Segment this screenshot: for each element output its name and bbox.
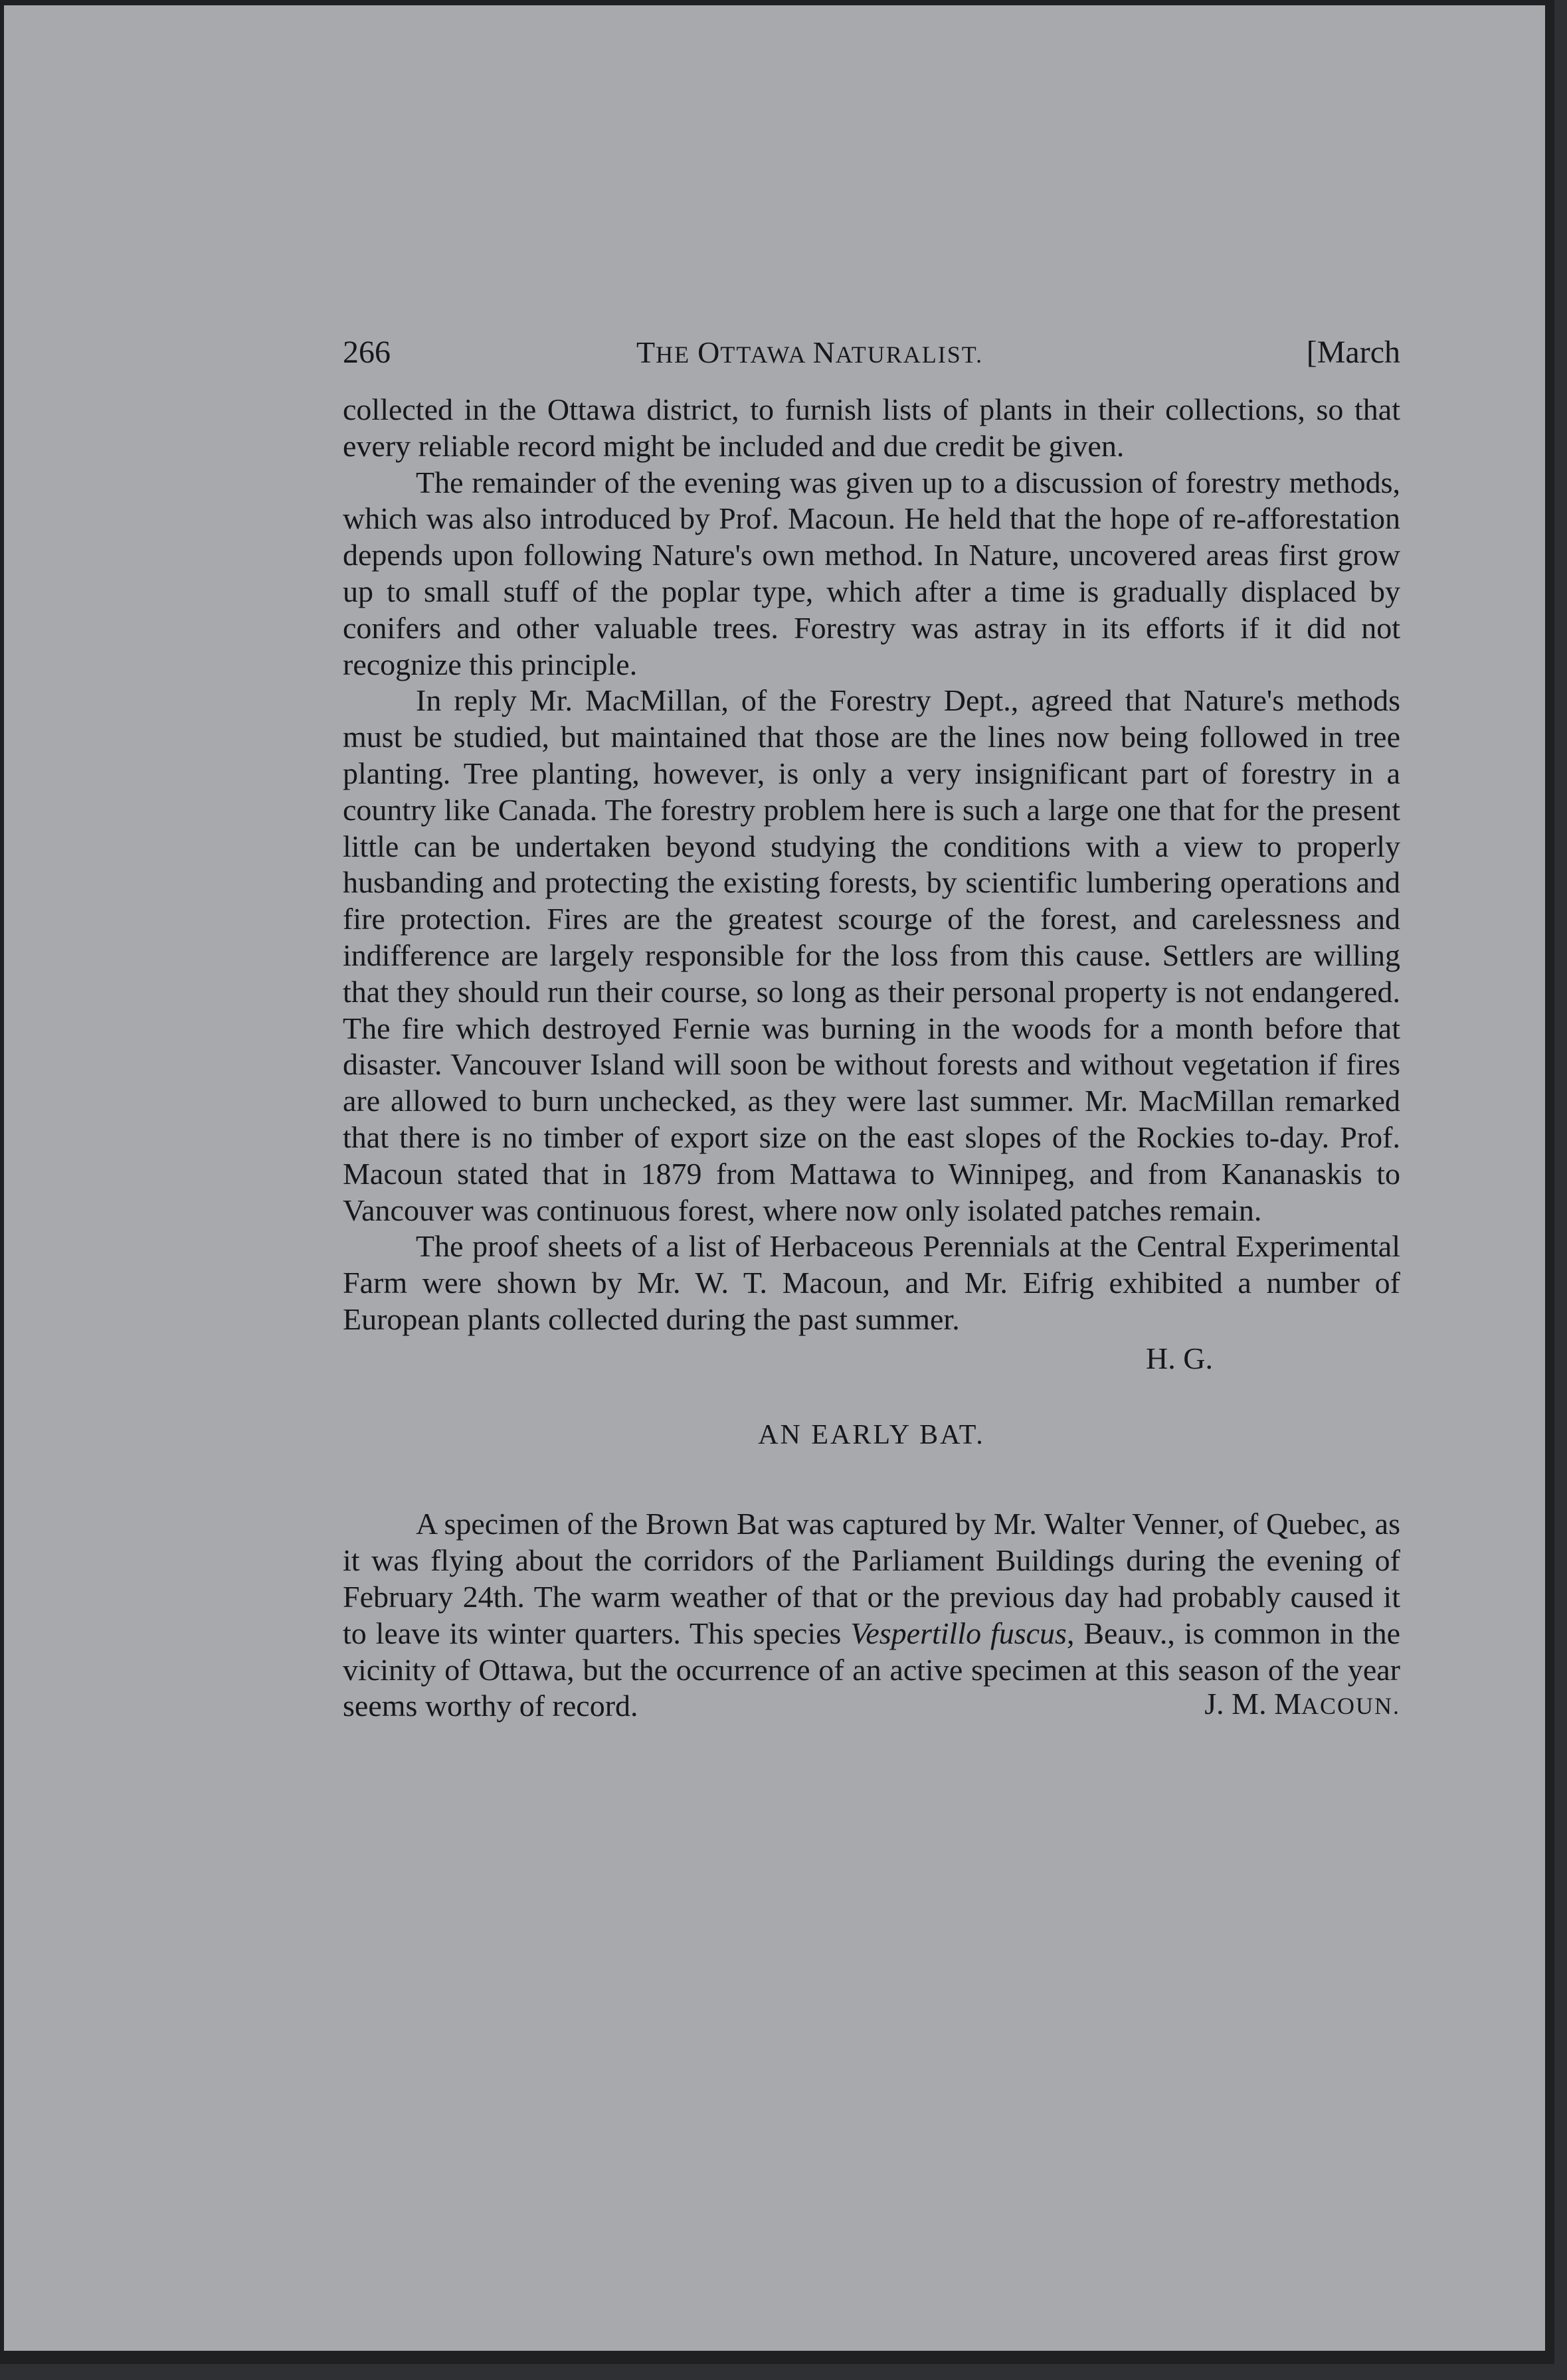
article-signature: J. M. MACOUN. bbox=[1204, 1687, 1400, 1721]
paragraph-macmillan-reply: In reply Mr. MacMillan, of the Forestry Dept., agreed that Nature's methods must be studied, but maintained that those are the lines now being followed in tree planting. Tree planting, however, is only a very insignificant part of forestry in a country like Canada. The forestry problem here is such a large one that for the present little can be undertaken beyond studying the conditions with a view to properly husbanding and protecting the existing forests, by scientific lumbering operations and fire protection. Fires are the greatest scourge of the forest, and carelessness and indifference are largely responsible for the loss from this cause. Settlers are willing that they should run their course, so long as their personal property is not endangered. The fire which destroyed Fernie was burning in the woods for a month before that disaster. Vancouver Island will soon be without forests and without vegetation if fires are allowed to burn unchecked, as they were last summer. Mr. MacMillan remarked that there is no timber of export size on the east slopes of the Rockies to-day. Prof. Macoun stated that in 1879 from Mattawa to Winnipeg, and from Kananaskis to Vancouver was continuous forest, where now only isolated patches remain. bbox=[343, 683, 1400, 1227]
article-body bbox=[343, 1506, 1400, 1725]
author-initials: H. G. bbox=[1146, 1341, 1213, 1375]
paragraph-forestry-methods: The remainder of the evening was given up to a discussion of forestry methods, which was also introduced by Prof. Macoun. He held that the hope of re-afforestation depends upon following Nature's own method. In Nature, uncovered areas first grow up to small stuff of the poplar type, which after a time is gradually displaced by conifers and other valuable trees. Forestry was astray in its efforts if it did not recognize this principle. bbox=[343, 465, 1400, 681]
article-body-part2: , Beauv., is common in the vicinity of Ottawa, but the occurrence of an active specimen at this season of the year seems worthy of record. bbox=[343, 1616, 1400, 1723]
page-number: 266 bbox=[343, 335, 391, 370]
species-name: Vespertillo fuscus bbox=[850, 1616, 1067, 1650]
article-title: AN EARLY BAT. bbox=[758, 1419, 985, 1450]
journal-title: THE OTTAWA NATURALIST. bbox=[636, 335, 984, 369]
paragraph-continued: collected in the Ottawa district, to furnish lists of plants in their collections, so that every reliable record might be included and due credit be given. bbox=[343, 392, 1400, 463]
article-body-part1: A specimen of the Brown Bat was captured by Mr. Walter Venner, of Quebec, as it was flying about the corridors of the Parliament Buildings during the evening of February 24th. The warm weather of that or the previous day had probably caused it to leave its winter quarters. This species bbox=[343, 1507, 1400, 1650]
text-block bbox=[343, 335, 1400, 1725]
running-header bbox=[343, 335, 1400, 381]
issue-month: [March bbox=[1306, 335, 1400, 370]
paragraph-proof-sheets: The proof sheets of a list of Herbaceous Perennials at the Central Experimental Farm were shown by Mr. W. T. Macoun, and Mr. Eifrig exhibited a number of European plants collected during the past summer. bbox=[343, 1229, 1400, 1336]
